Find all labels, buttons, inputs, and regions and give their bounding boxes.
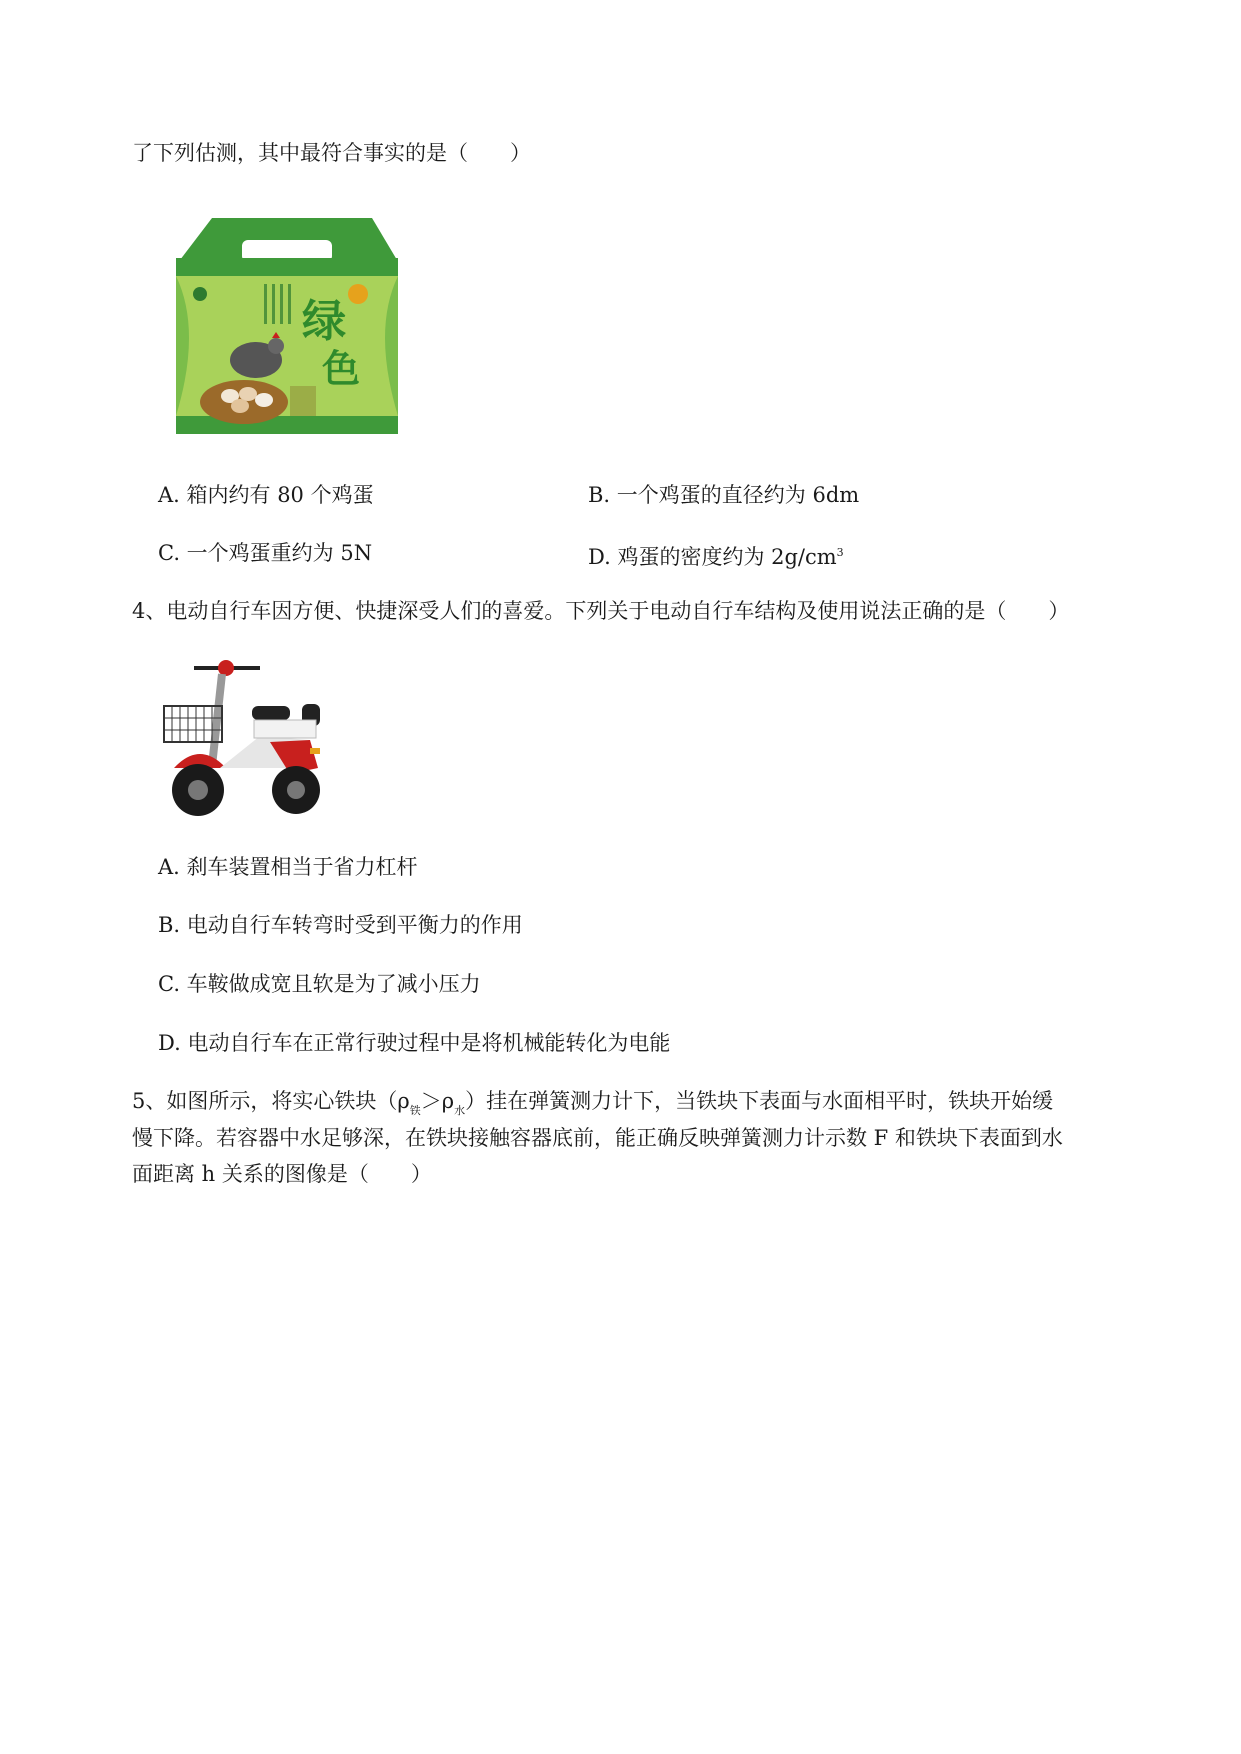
- q3-stem-tail: 了下列估测，其中最符合事实的是（ ）: [132, 141, 531, 165]
- q5-line-1: [132, 1086, 1053, 1126]
- q4-option-b: B. 电动自行车转弯时受到平衡力的作用: [158, 913, 523, 937]
- q3-option-d: [588, 538, 844, 572]
- q4-option-a: A. 刹车装置相当于省力杠杆: [158, 855, 418, 879]
- q4-option-d: D. 电动自行车在正常行驶过程中是将机械能转化为电能: [158, 1031, 671, 1055]
- q3-option-d-sup: 3: [836, 546, 844, 559]
- subscript-water: 水: [454, 1104, 466, 1117]
- egg-box-image: [172, 210, 402, 438]
- q4-option-c: C. 车鞍做成宽且软是为了减小压力: [158, 972, 481, 996]
- q5-line-3: 面距离 h 关系的图像是（ ）: [132, 1162, 432, 1186]
- q5-line-2: 慢下降。若容器中水足够深，在铁块接触容器底前，能正确反映弹簧测力计示数 F 和铁块下表面到水: [132, 1126, 1063, 1150]
- q5-line-1-a: 5、如图所示，将实心铁块（ρ: [132, 1089, 410, 1113]
- q4-stem: 4、电动自行车因方便、快捷深受人们的喜爱。下列关于电动自行车结构及使用说法正确的是（ ）: [132, 599, 1070, 623]
- q5-line-1-c: ）挂在弹簧测力计下，当铁块下表面与水面相平时，铁块开始缓: [465, 1089, 1054, 1113]
- q3-option-a: A. 箱内约有 80 个鸡蛋: [158, 483, 374, 507]
- q5-line-1-b: ＞ρ: [420, 1089, 455, 1113]
- subscript-iron: 铁: [409, 1104, 421, 1117]
- box-text-1: 绿: [302, 296, 346, 347]
- q3-option-c: C. 一个鸡蛋重约为 5N: [158, 541, 373, 565]
- electric-bike-image: [160, 656, 332, 822]
- q3-option-d-text: D. 鸡蛋的密度约为 2g/cm: [588, 545, 837, 569]
- box-text-2: 色: [322, 346, 361, 391]
- q3-option-b: B. 一个鸡蛋的直径约为 6dm: [588, 483, 860, 507]
